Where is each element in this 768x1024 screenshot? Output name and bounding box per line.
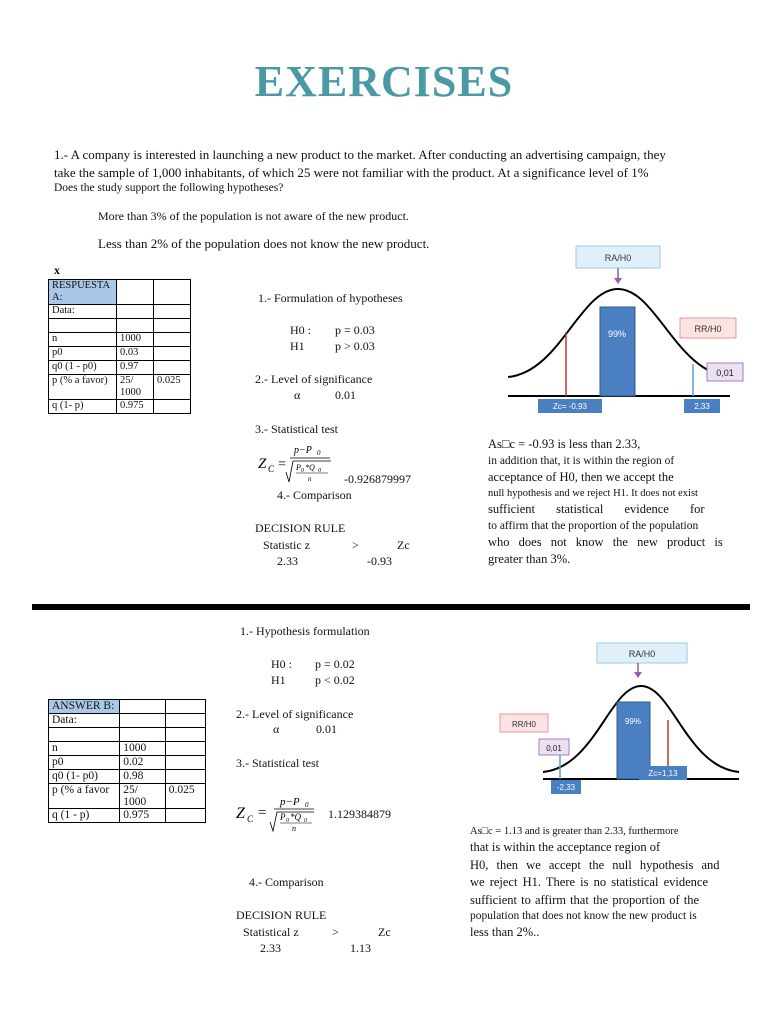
data-table-b	[48, 699, 206, 823]
conclusion-b: As□c = 1.13 and is greater than 2.33, furthermore that is within the acceptance region of H0, then we accept the null hypothesis and we reject H1. There is no statistical evidence sufficient to affirm that the proportion of the population that does not know the new product is less than 2%..	[470, 826, 720, 939]
table-row: p0 0.03	[49, 347, 191, 361]
data-table-a	[48, 279, 191, 414]
svg-text:0: 0	[286, 818, 289, 824]
zc-value-b: 1.13	[350, 941, 371, 955]
svg-text:Zc= -0,93: Zc= -0,93	[552, 402, 588, 411]
svg-text:P: P	[296, 463, 301, 472]
table-row: p (% a favor 25/ 1000 0.025	[49, 784, 206, 809]
table-row: p (% a favor) 25/ 1000 0.025	[49, 375, 191, 400]
table-row: p0 0.02	[49, 756, 206, 770]
table-row: q (1- p) 0.975	[49, 400, 191, 414]
problem-line-3: Does the study support the following hypotheses?	[54, 182, 284, 194]
gt-symbol: >	[352, 538, 359, 552]
table-header: RESPUESTA A:	[49, 280, 117, 305]
h1-expression-b: p < 0.02	[315, 673, 355, 687]
conclusion-a: As□c = -0.93 is less than 2.33, in addition that, it is within the region of acceptance of H0, then we accept the null hypothesis and we reject H1. It does not exist sufficient statistical evidence for to affirm that the proportion of the population who does not know the new product is greater than 3%.	[488, 437, 723, 566]
svg-text:0,01: 0,01	[716, 368, 734, 378]
normal-curve-chart-a	[500, 244, 750, 419]
svg-text:C: C	[247, 814, 254, 824]
svg-text:0: 0	[301, 468, 304, 474]
svg-text:p−P: p−P	[294, 445, 312, 456]
table-row: q0 (1- p0) 0.98	[49, 770, 206, 784]
svg-text:0: 0	[305, 801, 309, 809]
z-formula-a	[256, 442, 336, 486]
svg-text:RR/H0: RR/H0	[511, 720, 537, 729]
svg-text:-2,33: -2,33	[556, 783, 576, 792]
svg-text:0: 0	[318, 468, 321, 474]
h1-label: H1	[290, 339, 305, 353]
zc-value: -0.93	[367, 554, 392, 568]
h0-expression-b: p = 0.02	[315, 657, 355, 671]
svg-text:p−P: p−P	[280, 796, 300, 808]
svg-text:n: n	[292, 824, 296, 833]
statistic-z-label-b: Statistical z	[243, 925, 299, 939]
h0-label-b: H0 :	[271, 657, 292, 671]
zc-label: Zc	[397, 538, 410, 552]
decision-rule-heading: DECISION RULE	[255, 521, 346, 535]
step2-heading-b: 2.- Level of significance	[236, 707, 354, 721]
hypothesis-b-text: Less than 2% of the population does not know the new product.	[98, 236, 430, 251]
svg-text:99%: 99%	[624, 717, 642, 726]
svg-text:P: P	[280, 812, 286, 822]
svg-text:RA/H0: RA/H0	[604, 253, 632, 263]
svg-text:=: =	[278, 457, 286, 472]
table-row: n 1000	[49, 333, 191, 347]
z-result-a: -0.926879997	[344, 472, 411, 486]
step4-heading: 4.- Comparison	[277, 488, 352, 502]
statistic-z-label: Statistic z	[263, 538, 310, 552]
svg-text:0,01: 0,01	[546, 744, 562, 753]
formula-z: Z	[258, 456, 267, 472]
decision-rule-heading-b: DECISION RULE	[236, 908, 327, 922]
svg-text:2,33: 2,33	[694, 402, 710, 411]
svg-text:0: 0	[304, 818, 307, 824]
step4-heading-b: 4.- Comparison	[249, 875, 324, 889]
alpha-value-b: 0.01	[316, 722, 337, 736]
problem-line-2: take the sample of 1,000 inhabitants, of which 25 were not familiar with the product. At a significance level of 1%	[54, 165, 649, 180]
h1-label-b: H1	[271, 673, 286, 687]
svg-text:*Q: *Q	[290, 812, 301, 822]
zc-label-b: Zc	[378, 925, 391, 939]
x-marker: x	[54, 263, 60, 277]
z-result-b: 1.129384879	[328, 807, 391, 821]
section-divider	[32, 604, 750, 610]
svg-text:n: n	[308, 475, 312, 483]
h0-label: H0 :	[290, 323, 311, 337]
z-formula-b	[234, 794, 320, 834]
normal-curve-chart-b	[495, 640, 750, 800]
table-row: n 1000	[49, 742, 206, 756]
h0-expression: p = 0.03	[335, 323, 375, 337]
svg-text:99%: 99%	[607, 329, 627, 339]
statistic-z-value: 2.33	[277, 554, 298, 568]
svg-text:RR/H0: RR/H0	[694, 324, 722, 334]
step1-heading: 1.- Formulation of hypotheses	[258, 291, 403, 305]
table-row: q0 (1 - p0) 0.97	[49, 361, 191, 375]
alpha-symbol-b: α	[273, 722, 280, 736]
table-row: q (1 - p) 0.975	[49, 809, 206, 823]
gt-symbol-b: >	[332, 925, 339, 939]
svg-text:*Q: *Q	[305, 463, 315, 472]
step2-heading: 2.- Level of significance	[255, 372, 373, 386]
page-title: EXERCISES	[254, 57, 514, 106]
svg-text:C: C	[268, 464, 275, 474]
svg-text:=: =	[258, 805, 267, 821]
svg-text:Zc=1,13: Zc=1,13	[648, 769, 678, 778]
step1-heading-b: 1.- Hypothesis formulation	[240, 624, 370, 638]
hypothesis-a-text: More than 3% of the population is not aware of the new product.	[98, 209, 409, 223]
alpha-symbol: α	[294, 388, 301, 402]
pct-box	[600, 307, 635, 396]
svg-text:Z: Z	[236, 805, 245, 822]
step3-heading: 3.- Statistical test	[255, 422, 338, 436]
alpha-value: 0.01	[335, 388, 356, 402]
problem-line-1: 1.- A company is interested in launching a new product to the market. After conducting an advertising campaign, they	[54, 147, 666, 162]
table-header: ANSWER B:	[49, 700, 120, 714]
step3-heading-b: 3.- Statistical test	[236, 756, 319, 770]
statistic-z-value-b: 2.33	[260, 941, 281, 955]
svg-text:0: 0	[317, 449, 321, 457]
svg-text:RA/H0: RA/H0	[628, 649, 656, 659]
h1-expression: p > 0.03	[335, 339, 375, 353]
table-data-label: Data:	[49, 714, 120, 728]
table-data-label: Data:	[49, 305, 117, 319]
